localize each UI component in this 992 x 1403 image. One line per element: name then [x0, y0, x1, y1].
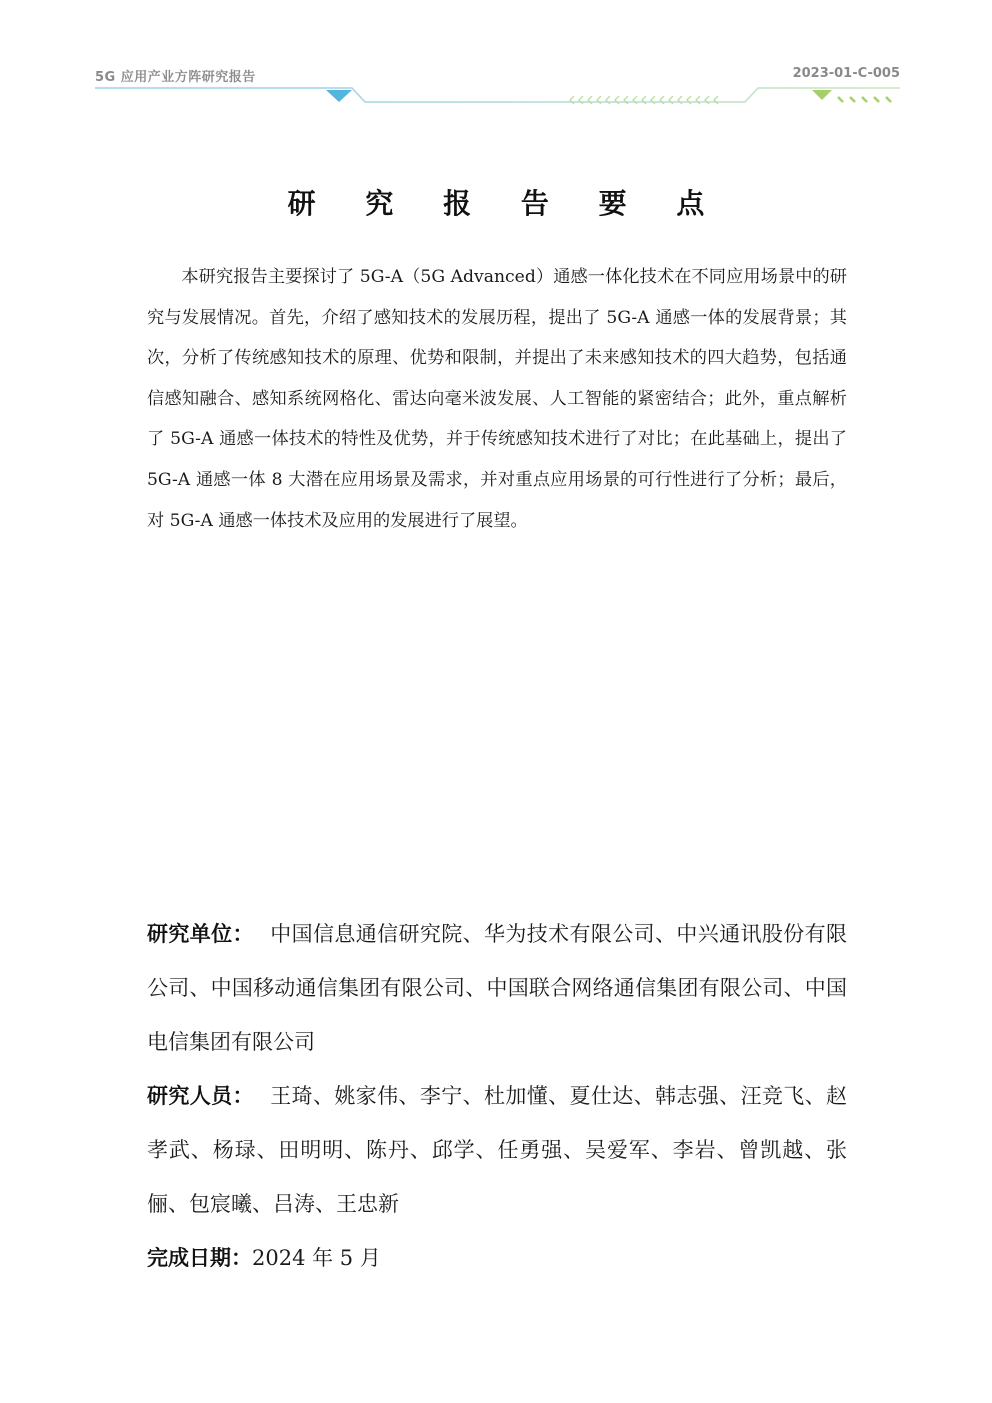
green-triangle-marker: [812, 90, 832, 100]
summary-paragraph: 本研究报告主要探讨了 5G-A（5G Advanced）通感一体化技术在不同应用场景中的研究与发展情况。首先，介绍了感知技术的发展历程，提出了 5G-A 通感一体的发展背景；其次，分析了传统感知技术的原理、优势和限制，并提出了未来感知技术的四大趋势，包括通信感知融合、感知系统网格化、雷达向毫米波发展、人工智能的紧密结合；此外，重点解析了 5G-A 通感一体技术的特性及优势，并于传统感知技术进行了对比；在此基础上，提出了 5G-A 通感一体 8 大潜在应用场景及需求，并对重点应用场景的可行性进行了分析；最后，对 5G-A 通感一体技术及应用的发展进行了展望。: [147, 267, 847, 531]
blue-triangle-marker: [326, 90, 352, 102]
researchers: [147, 1069, 847, 1231]
header-decoration: [0, 80, 992, 110]
researchers-value: 王琦、姚家伟、李宁、杜加懂、夏仕达、韩志强、汪竞飞、赵孝武、杨琭、田明明、陈丹、邱学、任勇强、吴爱军、李岩、曾凯越、张俪、包宸曦、吕涛、王忠新: [147, 1084, 847, 1216]
page-title: 研 究 报 告 要 点: [287, 187, 725, 220]
header-report-series: 5G 应用产业方阵研究报告: [95, 70, 256, 85]
chevron-row: [570, 96, 718, 104]
research-units: [147, 907, 847, 1069]
header-report-number: 2023-01-C-005: [792, 66, 900, 81]
completion-date-value: 2024 年 5 月: [252, 1246, 381, 1270]
completion-date: [147, 1231, 847, 1285]
completion-date-label: 完成日期：: [147, 1246, 252, 1270]
research-units-value: 中国信息通信研究院、华为技术有限公司、中兴通讯股份有限公司、中国移动通信集团有限公司、中国联合网络通信集团有限公司、中国电信集团有限公司: [147, 922, 847, 1054]
page-header: [0, 0, 992, 120]
researchers-label: 研究人员：: [147, 1084, 254, 1108]
slash-marks: [838, 97, 891, 102]
research-units-label: 研究单位：: [147, 922, 254, 946]
